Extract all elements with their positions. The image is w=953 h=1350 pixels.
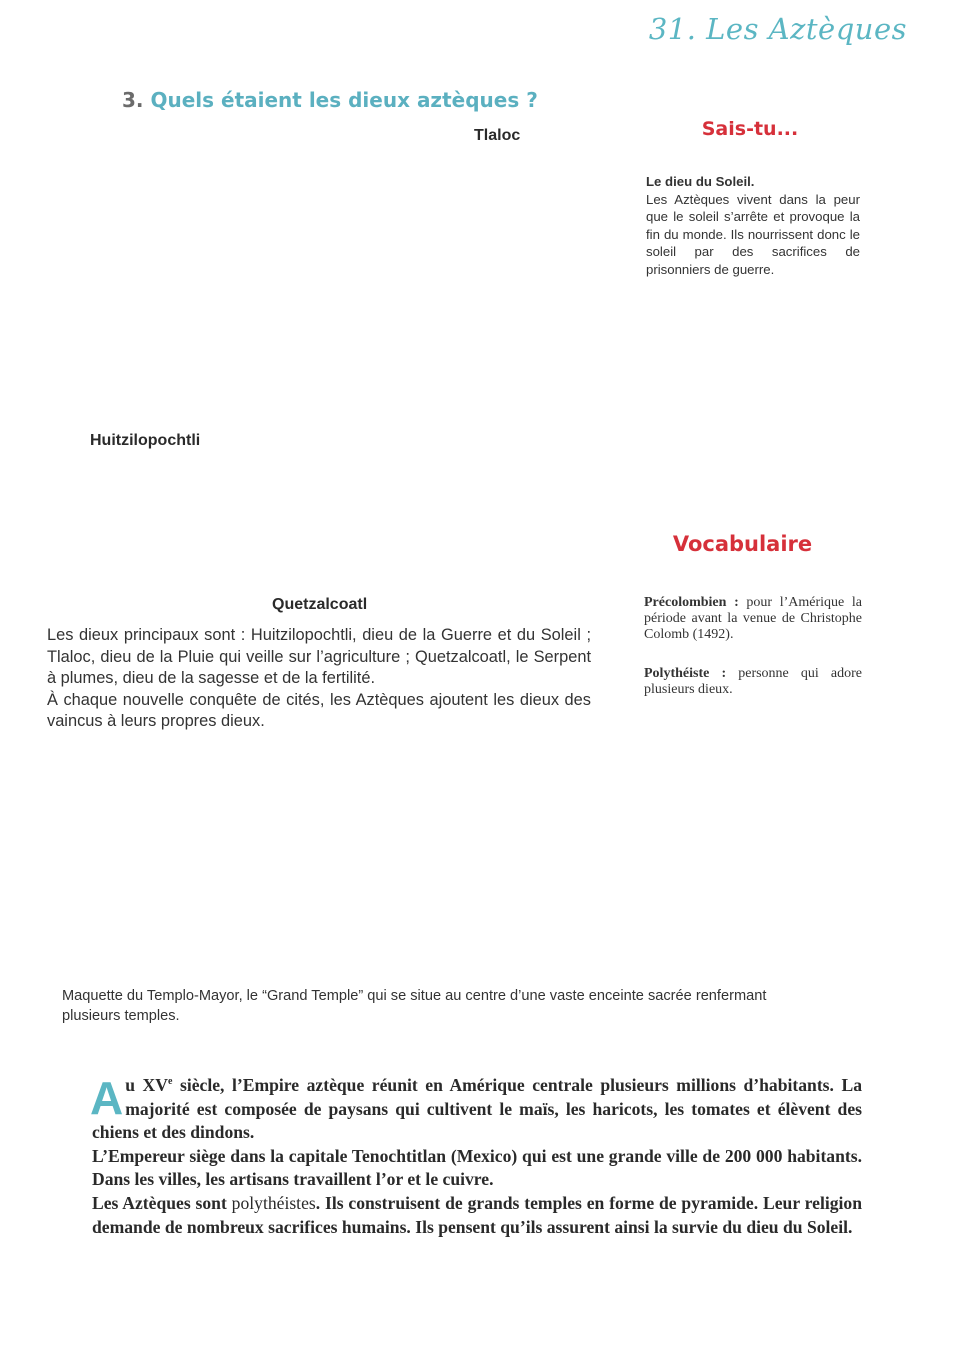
sais-tu-text: Les Aztèques vivent dans la peur que le soleil s’arrête et provoque la fin du monde. Ils nourrissent donc le soleil par des sacrifices de prisonniers de guerre. xyxy=(646,191,860,277)
intro-text: . Ils construisent de grands temples en forme de pyramide. Leur religion demande de nombreux sacrifices humains. Ils pensent qu’ils assurent ainsi la survie du dieu du Soleil. xyxy=(92,1192,863,1237)
intro-text: siècle, l’Empire aztèque réunit en Amérique centrale plusieurs millions d’habitants. La majorité est composée de paysans qui cultivent le maïs, les haricots, les tomates et élèvent des chiens et des dindons. xyxy=(92,1075,862,1143)
chapter-title: 31. Les Aztèques xyxy=(648,12,907,46)
sais-tu-box xyxy=(646,173,860,278)
section-question: Quels étaient les dieux aztèques ? xyxy=(150,88,538,112)
main-paragraph: Les dieux principaux sont : Huitzilopochtli, dieu de la Guerre et du Soleil ; Tlaloc, dieu de la Pluie qui veille sur l’agriculture ; Quetzalcoatl, le Serpent à plumes, dieu de la sagesse et de la fertilité. xyxy=(47,626,591,687)
intro-text: Les Aztèques sont xyxy=(92,1192,232,1213)
caption-tlaloc: Tlaloc xyxy=(474,127,521,144)
caption-quetzalcoatl: Quetzalcoatl xyxy=(272,596,368,613)
vocab-entry xyxy=(644,595,862,643)
main-paragraph: À chaque nouvelle conquête de cités, les Aztèques ajoutent les dieux des vaincus à leurs propres dieux. xyxy=(47,690,591,730)
vocab-entry xyxy=(644,666,862,698)
intro-term: polythéistes xyxy=(231,1192,316,1213)
sais-tu-title: Sais-tu... xyxy=(701,118,799,140)
sais-tu-subtitle: Le dieu du Soleil. xyxy=(646,174,755,189)
caption-huitzilopochtli: Huitzilopochtli xyxy=(90,432,201,449)
main-text xyxy=(47,625,591,733)
intro-paragraph xyxy=(92,1074,862,1145)
intro-superscript: e xyxy=(167,1076,173,1088)
photo-caption: Maquette du Templo-Mayor, le “Grand Temple” qui se situe au centre d’une vaste enceinte sacrée renfermant plusieurs temples. xyxy=(62,988,767,1024)
drop-cap: A xyxy=(90,1072,124,1124)
vocab-definition: pour l’Amérique la période avant la venue de Christophe Colomb (1492). xyxy=(644,595,863,642)
intro-text: u XV xyxy=(125,1075,168,1095)
vocab-term: Précolombien : xyxy=(644,595,739,610)
section-heading xyxy=(122,88,538,112)
vocab-definition: personne qui adore plusieurs dieux. xyxy=(644,666,862,697)
section-number: 3. xyxy=(122,88,144,112)
vocabulaire-title: Vocabulaire xyxy=(672,532,813,556)
vocab-term: Polythéiste : xyxy=(644,666,727,681)
intro-paragraph: L’Empereur siège dans la capitale Tenochtitlan (Mexico) qui est une grande ville de 200 000 habitants. Dans les villes, les artisans travaillent l’or et le cuivre. xyxy=(92,1145,862,1190)
intro-block xyxy=(92,1074,862,1239)
intro-paragraph xyxy=(92,1192,862,1239)
